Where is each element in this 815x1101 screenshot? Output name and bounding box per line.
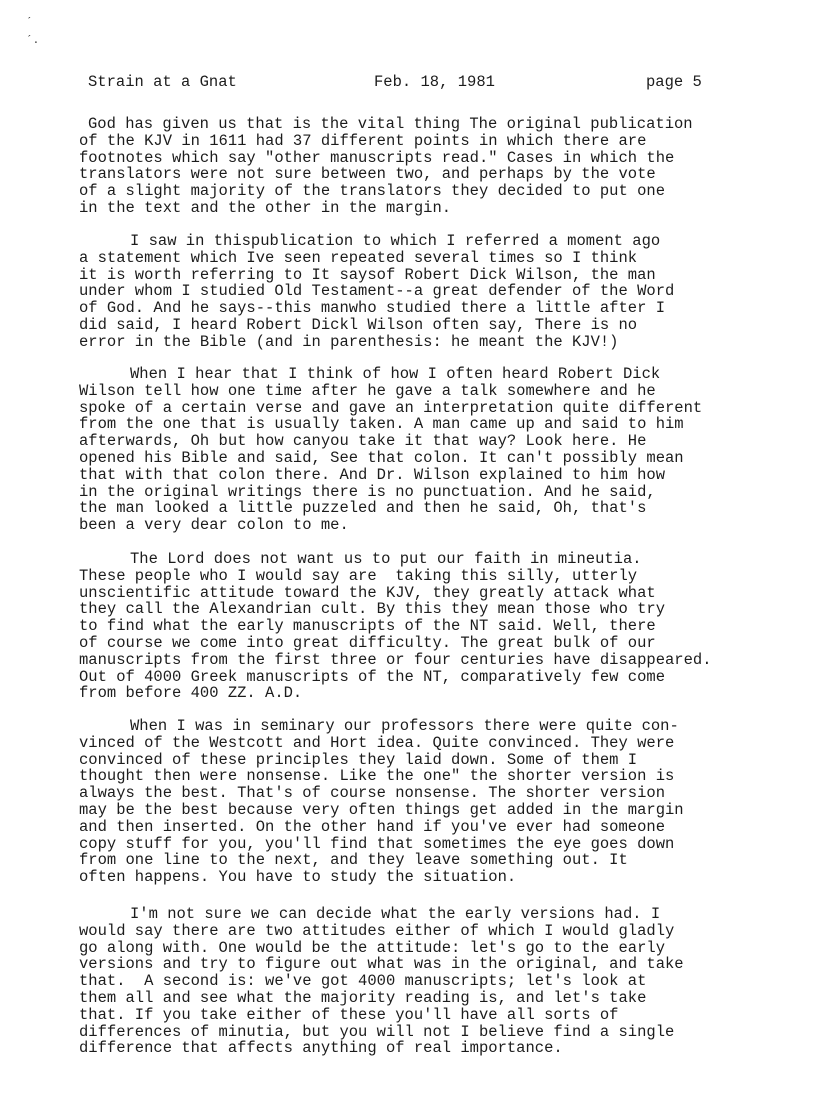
text-line: Wilson tell how one time after he gave a talk somewhere and he — [79, 381, 656, 400]
margin-mark: ´. — [26, 35, 40, 47]
text-line: When I hear that I think of how I often heard Robert Dick — [130, 365, 661, 383]
text-line: thought then were nonsense. Like the one" the shorter version is — [79, 767, 675, 786]
margin-mark: ˊ — [26, 17, 33, 29]
text-line: from one line to the next, and they leave something out. It — [79, 851, 628, 870]
text-line: of course we come into great difficulty. The great bulk of our — [79, 634, 656, 652]
text-line: did said, I heard Robert Dickl Wilson often say, There is no — [79, 316, 638, 334]
text-line: they call the Alexandrian cult. By this they mean those who try — [79, 600, 665, 619]
text-line: footnotes which say "other manuscripts read." Cases in which the — [79, 148, 675, 167]
text-line: of God. And he says--this manwho studied there a little after I — [79, 299, 665, 318]
text-line: often happens. You have to study the situation. — [79, 868, 517, 887]
text-line: These people who I would say are taking this silly, utterly — [79, 566, 638, 585]
text-line: translators were not sure between two, and perhaps by the vote — [79, 165, 656, 184]
text-line: and then inserted. On the other hand if you've ever had someone — [79, 817, 665, 836]
text-line: God has given us that is the vital thing The original publication — [88, 115, 693, 133]
text-line: error in the Bible (and in parenthesis: he meant the KJV!) — [79, 332, 619, 351]
text-line: under whom I studied Old Testament--a great defender of the Word — [79, 282, 675, 301]
text-line: vinced of the Westcott and Hort idea. Quite convinced. They were — [79, 733, 675, 752]
text-line: versions and try to figure out what was in the original, and take — [79, 955, 684, 974]
text-line: may be the best because very often things get added in the margin — [79, 801, 684, 819]
text-line: them all and see what the majority reading is, and let's take — [79, 989, 647, 1007]
text-line: go along with. One would be the attitude: let's go to the early — [79, 938, 665, 957]
text-line: that. If you take either of these you'll have all sorts of — [79, 1005, 619, 1024]
text-line: it is worth referring to It saysof Robert Dick Wilson, the man — [79, 265, 656, 284]
text-line: differences of minutia, but you will not I believe find a single — [79, 1022, 675, 1041]
margin-marks — [26, 14, 39, 50]
text-line: unscientific attitude toward the KJV, they greatly attack what — [79, 583, 656, 602]
text-line: spoke of a certain verse and gave an interpretation quite different — [79, 398, 703, 417]
header-title: Strain at a Gnat — [88, 73, 237, 91]
text-line: When I was in seminary our professors there were quite con- — [130, 717, 679, 735]
text-line: that. A second is: we've got 4000 manuscripts; let's look at — [79, 972, 647, 991]
text-line: copy stuff for you, you'll find that sometimes the eye goes down — [79, 834, 675, 853]
text-line: The Lord does not want us to put our faith in mineutia. — [130, 550, 642, 568]
text-line: of a slight majority of the translators they decided to put one — [79, 182, 665, 201]
text-line: convinced of these principles they laid down. Some of them I — [79, 750, 638, 769]
text-line: afterwards, Oh but how canyou take it that way? Look here. He — [79, 432, 647, 451]
text-line: Out of 4000 Greek manuscripts of the NT, comparatively few come — [79, 667, 665, 686]
text-line: that with that colon there. And Dr. Wilson explained to him how — [79, 465, 665, 484]
text-line: in the original writings there is no punctuation. And he said, — [79, 482, 656, 501]
text-line: opened his Bible and said, See that colon. It can't possibly mean — [79, 449, 684, 467]
text-line: would say there are two attitudes either of which I would gladly — [79, 921, 675, 940]
text-line: difference that affects anything of real importance. — [79, 1039, 563, 1058]
header-page-number: page 5 — [646, 73, 702, 91]
text-line: manuscripts from the first three or four centuries have disappeared. — [79, 650, 712, 669]
text-line: to find what the early manuscripts of the NT said. Well, there — [79, 617, 656, 636]
text-line: the man looked a little puzzeled and then he said, Oh, that's — [79, 499, 647, 518]
header-date: Feb. 18, 1981 — [374, 73, 495, 91]
text-line: of the KJV in 1611 had 37 different points in which there are — [79, 131, 647, 150]
text-line: I'm not sure we can decide what the early versions had. I — [130, 905, 661, 923]
text-line: been a very dear colon to me. — [79, 516, 349, 535]
text-line: in the text and the other in the margin. — [79, 199, 452, 217]
text-line: always the best. That's of course nonsense. The shorter version — [79, 784, 665, 803]
text-line: from before 400 ZZ. A.D. — [79, 684, 303, 703]
text-line: I saw in thispublication to which I referred a moment ago — [130, 232, 661, 250]
text-line: from the one that is usually taken. A man came up and said to him — [79, 415, 684, 434]
text-line: a statement which Ive seen repeated several times so I think — [79, 248, 638, 267]
